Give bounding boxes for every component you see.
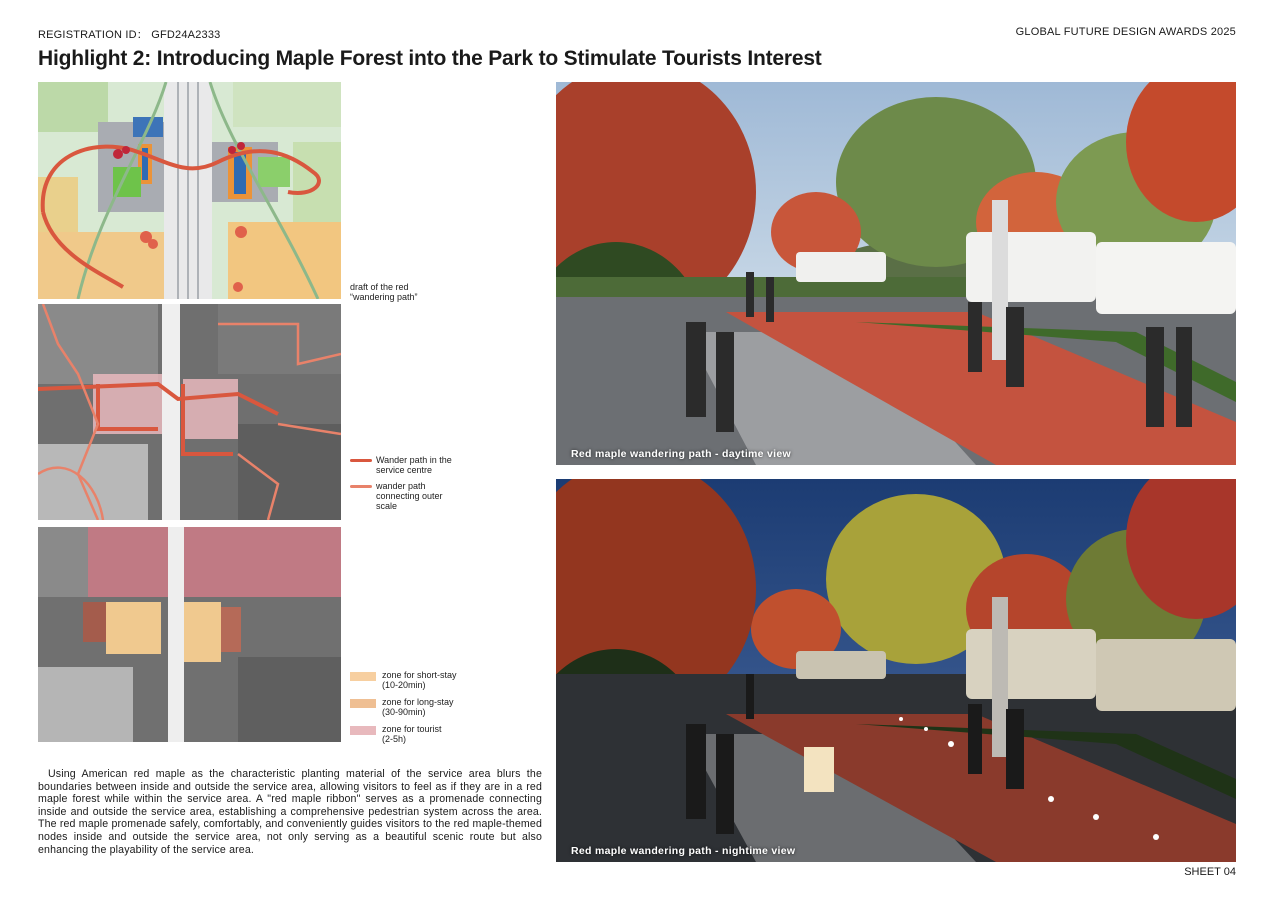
legend-paths <box>350 455 452 511</box>
legend-box-swatch <box>350 672 376 681</box>
wandering-path-draft-map <box>38 82 341 299</box>
legend-line-swatch <box>350 459 372 462</box>
description-paragraph <box>38 768 542 856</box>
nighttime-caption: Red maple wandering path - nightime view <box>571 845 796 857</box>
path-network-map <box>38 304 341 520</box>
stay-zones-map <box>38 527 341 742</box>
award-name: GLOBAL FUTURE DESIGN AWARDS 2025 <box>1015 26 1236 38</box>
legend-item-tourist: zone for tourist (2-5h) <box>350 724 457 744</box>
registration-id: REGISTRATION ID： GFD24A2333 <box>38 29 221 41</box>
description-text: Using American red maple as the characteristic planting material of the service area blurs the boundaries between inside and outside the service area, allowing visitors to feel as if they are in a red maple forest while within the service area. A "red maple ribbon" serves as a promenade connecting inside and outside the service area, establishing a comprehensive pedestrian system across the area. The red maple promenade safely, comfortably, and conveniently guides visitors to the red maple-themed nodes inside and outside the service area, not only serving as a beautiful scenic route but also enhancing the playability of the service area. <box>38 768 542 856</box>
legend-item-long-stay: zone for long-stay (30-90min) <box>350 697 457 717</box>
daytime-caption: Red maple wandering path - daytime view <box>571 448 791 460</box>
legend-item-wander-path: Wander path in the service centre <box>350 455 452 475</box>
legend-item-outer-path: wander path connecting outer scale <box>350 481 452 511</box>
legend-box-swatch <box>350 699 376 708</box>
sheet-number: SHEET 04 <box>1184 866 1236 878</box>
nighttime-rendering <box>556 479 1236 862</box>
legend-line-swatch <box>350 485 372 488</box>
legend-item-short-stay: zone for short-stay (10-20min) <box>350 670 457 690</box>
daytime-rendering <box>556 82 1236 465</box>
page-title: Highlight 2: Introducing Maple Forest into the Park to Stimulate Tourists Interest <box>38 47 822 70</box>
legend-box-swatch <box>350 726 376 735</box>
legend-zones <box>350 670 457 744</box>
draft-note: draft of the red “wandering path” <box>350 282 418 302</box>
